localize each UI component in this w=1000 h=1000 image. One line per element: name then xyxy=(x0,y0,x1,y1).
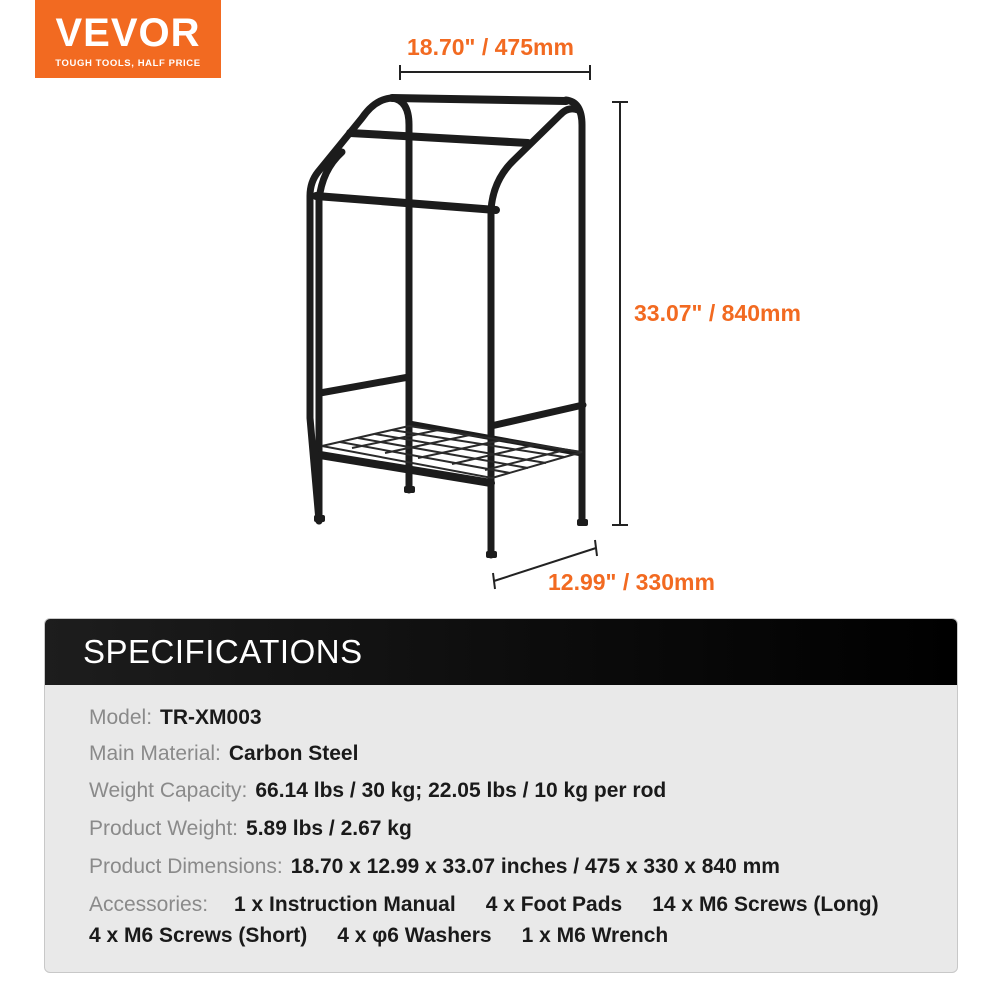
wire-shelf xyxy=(322,426,582,478)
spec-row-accessories xyxy=(89,893,208,917)
spec-label: Product Dimensions: xyxy=(89,855,283,878)
spec-value: 5.89 lbs / 2.67 kg xyxy=(246,817,412,840)
height-dimension-label: 33.07" / 840mm xyxy=(634,300,801,326)
accessory-item: 1 x Instruction Manual xyxy=(234,893,456,916)
foot-pads xyxy=(314,486,588,558)
spec-label: Product Weight: xyxy=(89,817,239,840)
accessory-item: 4 x φ6 Washers xyxy=(337,924,492,947)
spec-row-model xyxy=(89,706,262,730)
spec-row-weight xyxy=(89,817,412,841)
accessory-item: 4 x Foot Pads xyxy=(485,893,623,916)
spec-value: 18.70 x 12.99 x 33.07 inches / 475 x 330 x 840 mm xyxy=(290,855,780,878)
width-dimension-label: 18.70" / 475mm xyxy=(407,34,574,60)
accessory-item: 14 x M6 Screws (Long) xyxy=(652,893,879,916)
brand-name: VEVOR xyxy=(55,11,201,55)
spec-row-material xyxy=(89,742,358,766)
spec-label: Main Material: xyxy=(89,742,221,765)
accessories-line-2 xyxy=(89,924,668,948)
spec-row-capacity xyxy=(89,779,666,803)
spec-value: Carbon Steel xyxy=(228,742,359,765)
specifications-title: SPECIFICATIONS xyxy=(45,619,957,685)
accessory-item: 1 x M6 Wrench xyxy=(521,924,669,947)
spec-label: Model: xyxy=(89,706,153,729)
spec-row-dimensions xyxy=(89,855,780,879)
spec-value: 66.14 lbs / 30 kg; 22.05 lbs / 10 kg per rod xyxy=(255,779,667,802)
brand-tagline: TOUGH TOOLS, HALF PRICE xyxy=(55,58,201,69)
spec-label: Weight Capacity: xyxy=(89,779,248,802)
depth-dimension-label: 12.99" / 330mm xyxy=(548,569,715,595)
rack-frame xyxy=(310,98,583,555)
spec-value: TR-XM003 xyxy=(160,706,262,729)
spec-label: Accessories: xyxy=(89,893,209,916)
specifications-panel xyxy=(44,618,958,973)
accessory-item: 4 x M6 Screws (Short) xyxy=(89,924,308,947)
accessories-line-1 xyxy=(234,893,879,917)
